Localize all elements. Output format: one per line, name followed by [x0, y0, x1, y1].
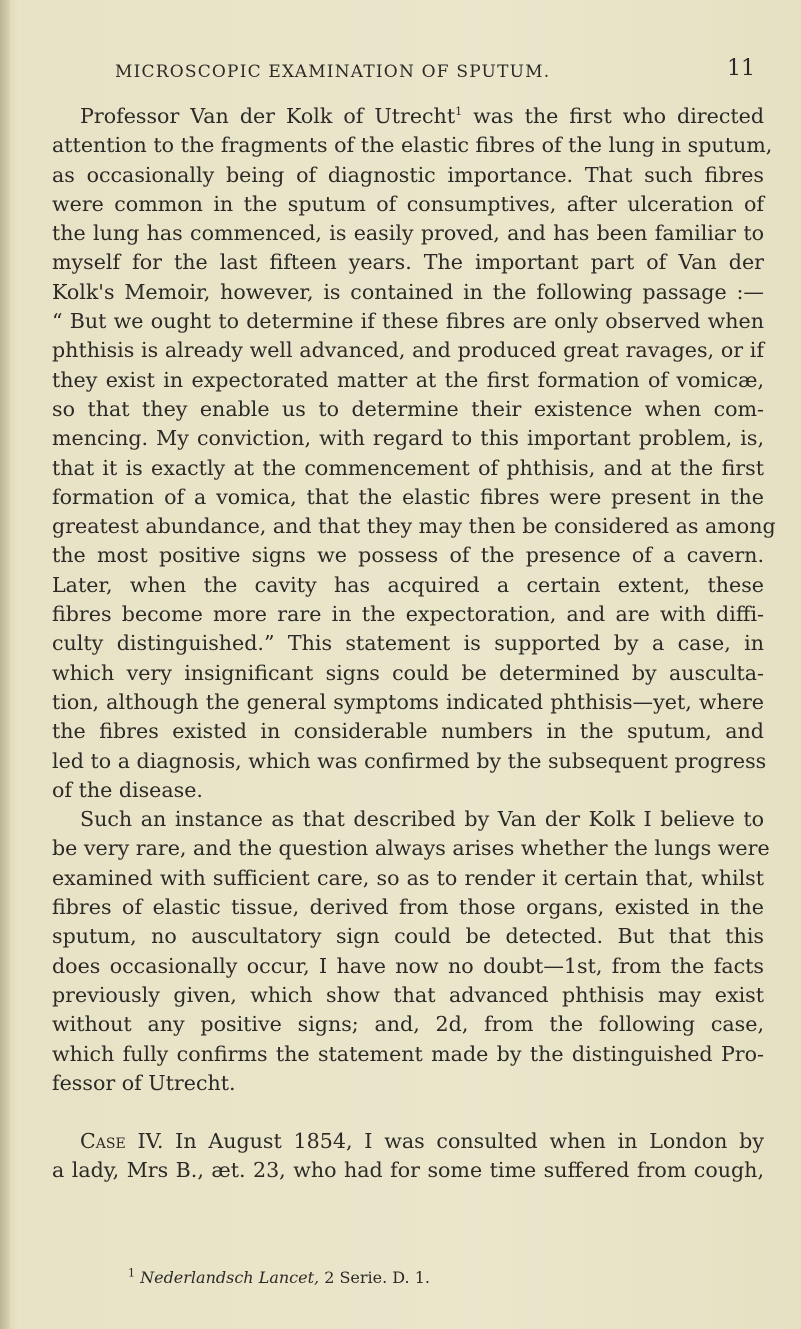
text-line: led to a diagnosis, which was confirmed by the subsequent progress	[52, 748, 767, 773]
text-line: greatest abundance, and that they may then be considered as among	[52, 514, 776, 539]
case-heading-line: Case IV. In August 1854, I was consulted when in London by	[80, 1129, 764, 1154]
page-gutter	[0, 0, 10, 1329]
text-line: which very insignificant signs could be determined by ausculta-	[52, 660, 764, 685]
text-line: the fibres existed in considerable numbers in the sputum, and	[52, 719, 764, 744]
text-line: so that they enable us to determine their existence when com-	[52, 396, 764, 421]
text-line: a lady, Mrs B., æt. 23, who had for some time suffered from cough,	[52, 1158, 764, 1183]
footnote-publication: Nederlandsch Lancet,	[140, 1268, 320, 1287]
text-line: the most positive signs we possess of the presence of a cavern.	[52, 543, 764, 568]
text-line: fibres become more rare in the expectoration, and are with diffi-	[52, 602, 764, 627]
paragraph-gap	[52, 1098, 764, 1127]
case-label: Case IV.	[80, 1129, 164, 1154]
running-head: MICROSCOPIC EXAMINATION OF SPUTUM.	[115, 62, 551, 82]
text-line: fibres of elastic tissue, derived from those organs, existed in the	[52, 895, 764, 920]
text-line: sputum, no auscultatory sign could be detected. But that this	[52, 924, 764, 949]
text-line: Professor Van der Kolk of Utrecht$^1$ was the first who directed	[80, 104, 764, 128]
footnote	[128, 1268, 430, 1287]
page-header	[115, 50, 755, 86]
text-line: without any positive signs; and, 2d, from the following case,	[52, 1012, 764, 1037]
text-line: phthisis is already well advanced, and produced great ravages, or if	[52, 338, 764, 363]
text-line: be very rare, and the question always arises whether the lungs were	[52, 836, 770, 861]
text-line: tion, although the general symptoms indicated phthisis—yet, where	[52, 689, 764, 714]
text-line: the lung has commenced, is easily proved, and has been familiar to	[52, 221, 764, 246]
text-line: does occasionally occur, I have now no doubt—1st, from the facts	[52, 953, 764, 978]
text-line: examined with sufficient care, so as to render it certain that, whilst	[52, 865, 764, 890]
body-text	[52, 102, 776, 1186]
text-line: “ But we ought to determine if these fibres are only observed when	[52, 309, 764, 334]
text-line: were common in the sputum of consumptives, after ulceration of	[52, 191, 764, 216]
text-line: they exist in expectorated matter at the first formation of vomicæ,	[52, 367, 764, 392]
text-line: myself for the last fifteen years. The important part of Van der	[52, 250, 764, 275]
text-line: as occasionally being of diagnostic importance. That such fibres	[52, 162, 764, 187]
text-line: previously given, which show that advanced phthisis may exist	[52, 982, 764, 1007]
footnote-detail: 2 Serie. D. 1.	[319, 1268, 430, 1287]
text-line: of the disease.	[52, 777, 203, 802]
text-line: culty distinguished.” This statement is supported by a case, in	[52, 631, 764, 656]
text-line: Kolk's Memoir, however, is contained in the following passage :—	[52, 279, 764, 304]
text-line: fessor of Utrecht.	[52, 1070, 236, 1095]
text-line: attention to the fragments of the elastic fibres of the lung in sputum,	[52, 133, 773, 158]
text-line: Such an instance as that described by Van der Kolk I believe to	[80, 807, 764, 832]
footnote-reference: 1	[455, 105, 463, 119]
text-line: formation of a vomica, that the elastic fibres were present in the	[52, 484, 764, 509]
text-line: Later, when the cavity has acquired a certain extent, these	[52, 572, 764, 597]
footnote-marker: 1	[128, 1266, 135, 1280]
page-number: 11	[727, 56, 755, 81]
text-line: mencing. My conviction, with regard to this important problem, is,	[52, 426, 764, 451]
text-line: which fully confirms the statement made by the distinguished Pro-	[52, 1041, 764, 1066]
text-line: that it is exactly at the commencement of phthisis, and at the first	[52, 455, 764, 480]
